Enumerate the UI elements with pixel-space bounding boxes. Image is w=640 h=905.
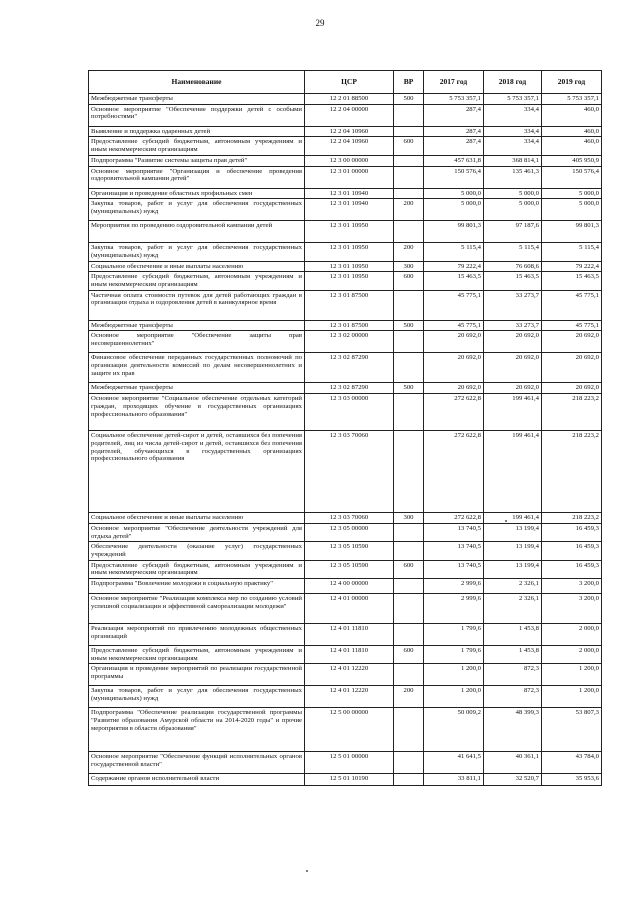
row-vr-cell: [394, 752, 424, 774]
row-name-cell: Подпрограмма "Обеспечение реализации государственной программы "Развитие образования Амурской области на 2014-2020 годы" и прочие мероприятия в области образования": [89, 708, 305, 752]
row-code-cell: 12 3 03 70060: [305, 431, 394, 513]
row-code-cell: 12 4 01 11810: [305, 624, 394, 646]
table-row: [89, 560, 602, 578]
row-2018-cell: 1 453,8: [484, 646, 542, 664]
row-2018-cell: 48 399,3: [484, 708, 542, 752]
row-vr-cell: [394, 188, 424, 199]
row-2017-cell: 150 576,4: [424, 166, 484, 188]
table-row: [89, 199, 602, 221]
row-2019-cell: 16 459,3: [542, 560, 602, 578]
row-2019-cell: 460,0: [542, 126, 602, 137]
table-row: [89, 353, 602, 383]
row-name-cell: Предоставление субсидий бюджетным, автономным учреждениям и иным некоммерческим организациям: [89, 560, 305, 578]
row-vr-cell: 300: [394, 261, 424, 272]
row-name-cell: Социальное обеспечение и иные выплаты населению: [89, 513, 305, 524]
row-2017-cell: 99 801,3: [424, 221, 484, 243]
row-2017-cell: 2 999,6: [424, 594, 484, 624]
table-row: [89, 594, 602, 624]
row-name-cell: Реализация мероприятий по привлечению молодежных общественных организаций: [89, 624, 305, 646]
row-vr-cell: 300: [394, 513, 424, 524]
row-vr-cell: [394, 579, 424, 594]
row-name-cell: Выявление и поддержка одаренных детей: [89, 126, 305, 137]
row-name-cell: Закупка товаров, работ и услуг для обеспечения государственных (муниципальных) нужд: [89, 199, 305, 221]
table-row: [89, 155, 602, 166]
budget-table: [88, 70, 602, 786]
row-vr-cell: 200: [394, 243, 424, 261]
row-vr-cell: 200: [394, 199, 424, 221]
row-code-cell: 12 4 01 12220: [305, 686, 394, 708]
row-code-cell: 12 2 04 00000: [305, 104, 394, 126]
row-vr-cell: [394, 353, 424, 383]
row-vr-cell: [394, 594, 424, 624]
row-name-cell: Частичная оплата стоимости путевок для детей работающих граждан в организации отдыха и оздоровления детей в каникулярное время: [89, 290, 305, 320]
row-code-cell: 12 4 01 00000: [305, 594, 394, 624]
table-row: [89, 94, 602, 105]
table-row: [89, 579, 602, 594]
row-vr-cell: [394, 708, 424, 752]
row-2018-cell: 199 461,4: [484, 513, 542, 524]
row-2019-cell: 43 784,0: [542, 752, 602, 774]
row-2019-cell: 218 223,2: [542, 513, 602, 524]
table-row: [89, 221, 602, 243]
row-name-cell: Предоставление субсидий бюджетным, автономным учреждениям и иным некоммерческим организациям: [89, 646, 305, 664]
row-2018-cell: 334,4: [484, 126, 542, 137]
row-2017-cell: 20 692,0: [424, 383, 484, 394]
scan-speck: [306, 870, 308, 872]
row-2017-cell: 45 775,1: [424, 290, 484, 320]
row-vr-cell: [394, 624, 424, 646]
row-name-cell: Предоставление субсидий бюджетным, автономным учреждениям и иным некоммерческим организациям: [89, 272, 305, 290]
row-vr-cell: [394, 394, 424, 431]
row-name-cell: Основное мероприятие "Организация и обеспечение проведения оздоровительной кампании детей": [89, 166, 305, 188]
row-2019-cell: 35 953,6: [542, 774, 602, 786]
row-code-cell: 12 2 01 88500: [305, 94, 394, 105]
row-2017-cell: 287,4: [424, 104, 484, 126]
row-vr-cell: 600: [394, 646, 424, 664]
row-2019-cell: 3 200,0: [542, 594, 602, 624]
page-number: 29: [315, 18, 325, 28]
row-name-cell: Организация и проведение мероприятий по реализации государственной программы: [89, 664, 305, 686]
row-name-cell: Подпрограмма "Вовлечение молодежи в социальную практику": [89, 579, 305, 594]
row-code-cell: 12 3 05 10590: [305, 542, 394, 560]
row-2019-cell: 5 000,0: [542, 188, 602, 199]
row-2018-cell: 2 326,1: [484, 594, 542, 624]
row-code-cell: 12 2 04 10960: [305, 137, 394, 155]
row-vr-cell: [394, 664, 424, 686]
row-code-cell: 12 3 05 00000: [305, 523, 394, 541]
row-name-cell: Содержание органов исполнительной власти: [89, 774, 305, 786]
row-code-cell: 12 3 03 70060: [305, 513, 394, 524]
row-2017-cell: 5 000,0: [424, 199, 484, 221]
row-vr-cell: 500: [394, 320, 424, 331]
row-2018-cell: 13 199,4: [484, 523, 542, 541]
table-row: [89, 320, 602, 331]
row-2018-cell: 334,4: [484, 137, 542, 155]
row-vr-cell: 600: [394, 137, 424, 155]
row-2018-cell: 13 199,4: [484, 560, 542, 578]
row-2017-cell: 2 999,6: [424, 579, 484, 594]
row-2017-cell: 13 740,5: [424, 523, 484, 541]
row-name-cell: Закупка товаров, работ и услуг для обеспечения государственных (муниципальных) нужд: [89, 686, 305, 708]
table-header-row: [89, 71, 602, 94]
row-2017-cell: 20 692,0: [424, 331, 484, 353]
table-row: [89, 646, 602, 664]
row-2018-cell: 334,4: [484, 104, 542, 126]
table-row: [89, 394, 602, 431]
row-2017-cell: 5 753 357,1: [424, 94, 484, 105]
table-body: [89, 94, 602, 786]
row-code-cell: 12 3 01 10950: [305, 221, 394, 243]
row-2017-cell: 1 200,0: [424, 664, 484, 686]
row-2019-cell: 99 801,3: [542, 221, 602, 243]
table-row: [89, 104, 602, 126]
table-row: [89, 513, 602, 524]
row-2017-cell: 33 811,1: [424, 774, 484, 786]
table-row: [89, 752, 602, 774]
row-vr-cell: [394, 290, 424, 320]
row-name-cell: Подпрограмма "Развитие системы защиты прав детей": [89, 155, 305, 166]
table-row: [89, 624, 602, 646]
row-2018-cell: 199 461,4: [484, 394, 542, 431]
row-vr-cell: [394, 166, 424, 188]
row-2019-cell: 2 000,0: [542, 646, 602, 664]
row-code-cell: 12 3 01 10950: [305, 243, 394, 261]
table-row: [89, 664, 602, 686]
header-vr: ВР: [394, 71, 424, 94]
row-2017-cell: 41 641,5: [424, 752, 484, 774]
header-name: Наименование: [89, 71, 305, 94]
row-name-cell: Основное мероприятие "Социальное обеспечение отдельных категорий граждан, проходящих обучение в государственных организациях профессионального образования": [89, 394, 305, 431]
table-row: [89, 708, 602, 752]
row-2018-cell: 20 692,0: [484, 383, 542, 394]
row-vr-cell: 500: [394, 383, 424, 394]
table-row: [89, 126, 602, 137]
row-2019-cell: 5 000,0: [542, 199, 602, 221]
row-vr-cell: [394, 155, 424, 166]
row-2017-cell: 272 622,8: [424, 431, 484, 513]
row-code-cell: 12 3 02 00000: [305, 331, 394, 353]
row-name-cell: Социальное обеспечение и иные выплаты населению: [89, 261, 305, 272]
row-code-cell: 12 3 03 00000: [305, 394, 394, 431]
row-vr-cell: [394, 542, 424, 560]
row-code-cell: 12 3 05 10590: [305, 560, 394, 578]
row-name-cell: Межбюджетные трансферты: [89, 94, 305, 105]
row-code-cell: 12 3 01 10950: [305, 272, 394, 290]
row-code-cell: 12 5 01 00000: [305, 752, 394, 774]
row-code-cell: 12 3 02 87290: [305, 383, 394, 394]
row-name-cell: Организация и проведение областных профильных смен: [89, 188, 305, 199]
row-2019-cell: 45 775,1: [542, 320, 602, 331]
row-2019-cell: 20 692,0: [542, 383, 602, 394]
row-2017-cell: 79 222,4: [424, 261, 484, 272]
row-2018-cell: 13 199,4: [484, 542, 542, 560]
row-2018-cell: 33 273,7: [484, 320, 542, 331]
row-code-cell: 12 3 01 10940: [305, 188, 394, 199]
row-2018-cell: 199 461,4: [484, 431, 542, 513]
row-2017-cell: 20 692,0: [424, 353, 484, 383]
row-2019-cell: 150 576,4: [542, 166, 602, 188]
table-row: [89, 188, 602, 199]
row-2018-cell: 15 463,5: [484, 272, 542, 290]
row-name-cell: Социальное обеспечение детей-сирот и детей, оставшихся без попечения родителей, лиц из числа детей-сирот и детей, оставшихся без попечения родителей, обучающихся в государственных организациях профессионального образования: [89, 431, 305, 513]
row-2019-cell: 15 463,5: [542, 272, 602, 290]
row-2019-cell: 45 775,1: [542, 290, 602, 320]
row-name-cell: Закупка товаров, работ и услуг для обеспечения государственных (муниципальных) нужд: [89, 243, 305, 261]
row-name-cell: Межбюджетные трансферты: [89, 383, 305, 394]
row-2017-cell: 5 115,4: [424, 243, 484, 261]
table-row: [89, 243, 602, 261]
header-2019: 2019 год: [542, 71, 602, 94]
row-name-cell: Основное мероприятие "Обеспечение поддержки детей с особыми потребностями": [89, 104, 305, 126]
row-2019-cell: 218 223,2: [542, 431, 602, 513]
row-code-cell: 12 3 01 87500: [305, 320, 394, 331]
row-2017-cell: 13 740,5: [424, 542, 484, 560]
row-2019-cell: 16 459,3: [542, 523, 602, 541]
row-vr-cell: [394, 774, 424, 786]
row-vr-cell: 600: [394, 560, 424, 578]
row-code-cell: 12 3 01 00000: [305, 166, 394, 188]
row-2017-cell: 15 463,5: [424, 272, 484, 290]
row-2019-cell: 1 200,0: [542, 664, 602, 686]
row-2017-cell: 1 799,6: [424, 624, 484, 646]
row-2019-cell: 3 200,0: [542, 579, 602, 594]
row-code-cell: 12 3 01 10950: [305, 261, 394, 272]
row-vr-cell: [394, 104, 424, 126]
row-2019-cell: 5 115,4: [542, 243, 602, 261]
row-2018-cell: 5 753 357,1: [484, 94, 542, 105]
table-row: [89, 523, 602, 541]
row-2019-cell: 53 807,3: [542, 708, 602, 752]
row-2017-cell: 457 631,8: [424, 155, 484, 166]
header-2018: 2018 год: [484, 71, 542, 94]
table-row: [89, 137, 602, 155]
row-2019-cell: 5 753 357,1: [542, 94, 602, 105]
header-2017: 2017 год: [424, 71, 484, 94]
row-code-cell: 12 5 00 00000: [305, 708, 394, 752]
row-2018-cell: 1 453,8: [484, 624, 542, 646]
row-code-cell: 12 2 04 10960: [305, 126, 394, 137]
row-2017-cell: 50 009,2: [424, 708, 484, 752]
row-2018-cell: 368 814,1: [484, 155, 542, 166]
scan-speck: [505, 520, 507, 522]
row-2019-cell: 16 459,3: [542, 542, 602, 560]
header-code: ЦСР: [305, 71, 394, 94]
row-2018-cell: 872,3: [484, 664, 542, 686]
table-row: [89, 774, 602, 786]
row-2017-cell: 1 200,0: [424, 686, 484, 708]
row-name-cell: Основное мероприятие "Обеспечение деятельности учреждений для отдыха детей": [89, 523, 305, 541]
row-vr-cell: 600: [394, 272, 424, 290]
row-code-cell: 12 4 01 11810: [305, 646, 394, 664]
row-2018-cell: 33 273,7: [484, 290, 542, 320]
row-code-cell: 12 5 01 10190: [305, 774, 394, 786]
row-2017-cell: 45 775,1: [424, 320, 484, 331]
row-2019-cell: 460,0: [542, 104, 602, 126]
row-vr-cell: 500: [394, 94, 424, 105]
row-2019-cell: 2 000,0: [542, 624, 602, 646]
row-2019-cell: 79 222,4: [542, 261, 602, 272]
row-2018-cell: 76 608,6: [484, 261, 542, 272]
row-2018-cell: 20 692,0: [484, 331, 542, 353]
table-row: [89, 261, 602, 272]
row-2018-cell: 20 692,0: [484, 353, 542, 383]
row-vr-cell: [394, 126, 424, 137]
table-row: [89, 166, 602, 188]
row-code-cell: 12 4 01 12220: [305, 664, 394, 686]
row-code-cell: 12 3 01 87500: [305, 290, 394, 320]
table-row: [89, 686, 602, 708]
row-2019-cell: 20 692,0: [542, 331, 602, 353]
row-2018-cell: 5 000,0: [484, 188, 542, 199]
row-vr-cell: [394, 221, 424, 243]
row-name-cell: Основное мероприятие "Обеспечение защиты прав несовершеннолетних": [89, 331, 305, 353]
table-row: [89, 431, 602, 513]
row-2019-cell: 460,0: [542, 137, 602, 155]
row-code-cell: 12 3 01 10940: [305, 199, 394, 221]
table-row: [89, 272, 602, 290]
row-2018-cell: 40 361,1: [484, 752, 542, 774]
row-vr-cell: [394, 431, 424, 513]
row-code-cell: 12 3 00 00000: [305, 155, 394, 166]
row-name-cell: Финансовое обеспечение переданных государственных полномочий по организации деятельности комиссий по делам несовершеннолетних и защите их прав: [89, 353, 305, 383]
row-2018-cell: 2 326,1: [484, 579, 542, 594]
row-2018-cell: 135 461,3: [484, 166, 542, 188]
row-code-cell: 12 3 02 87290: [305, 353, 394, 383]
row-2019-cell: 405 950,9: [542, 155, 602, 166]
row-2018-cell: 5 000,0: [484, 199, 542, 221]
row-2019-cell: 20 692,0: [542, 353, 602, 383]
table-row: [89, 542, 602, 560]
row-2018-cell: 32 520,7: [484, 774, 542, 786]
table-row: [89, 383, 602, 394]
row-2019-cell: 1 200,0: [542, 686, 602, 708]
row-vr-cell: [394, 331, 424, 353]
row-code-cell: 12 4 00 00000: [305, 579, 394, 594]
row-vr-cell: [394, 523, 424, 541]
row-vr-cell: 200: [394, 686, 424, 708]
row-2017-cell: 287,4: [424, 126, 484, 137]
row-name-cell: Обеспечение деятельности (оказание услуг) государственных учреждений: [89, 542, 305, 560]
row-2018-cell: 5 115,4: [484, 243, 542, 261]
row-2017-cell: 272 622,8: [424, 394, 484, 431]
row-2018-cell: 872,3: [484, 686, 542, 708]
row-name-cell: Основное мероприятие "Реализация комплекса мер по созданию условий успешной социализации и эффективной самореализации молодежи": [89, 594, 305, 624]
row-2017-cell: 287,4: [424, 137, 484, 155]
row-name-cell: Межбюджетные трансферты: [89, 320, 305, 331]
row-2017-cell: 13 740,5: [424, 560, 484, 578]
row-2018-cell: 97 187,6: [484, 221, 542, 243]
row-2017-cell: 1 799,6: [424, 646, 484, 664]
row-2017-cell: 272 622,8: [424, 513, 484, 524]
table-row: [89, 331, 602, 353]
row-2017-cell: 5 000,0: [424, 188, 484, 199]
row-2019-cell: 218 223,2: [542, 394, 602, 431]
row-name-cell: Основное мероприятие "Обеспечение функций исполнительных органов государственной власти": [89, 752, 305, 774]
row-name-cell: Предоставление субсидий бюджетным, автономным учреждениям и иным некоммерческим организациям: [89, 137, 305, 155]
table-row: [89, 290, 602, 320]
row-name-cell: Мероприятия по проведению оздоровительной кампании детей: [89, 221, 305, 243]
